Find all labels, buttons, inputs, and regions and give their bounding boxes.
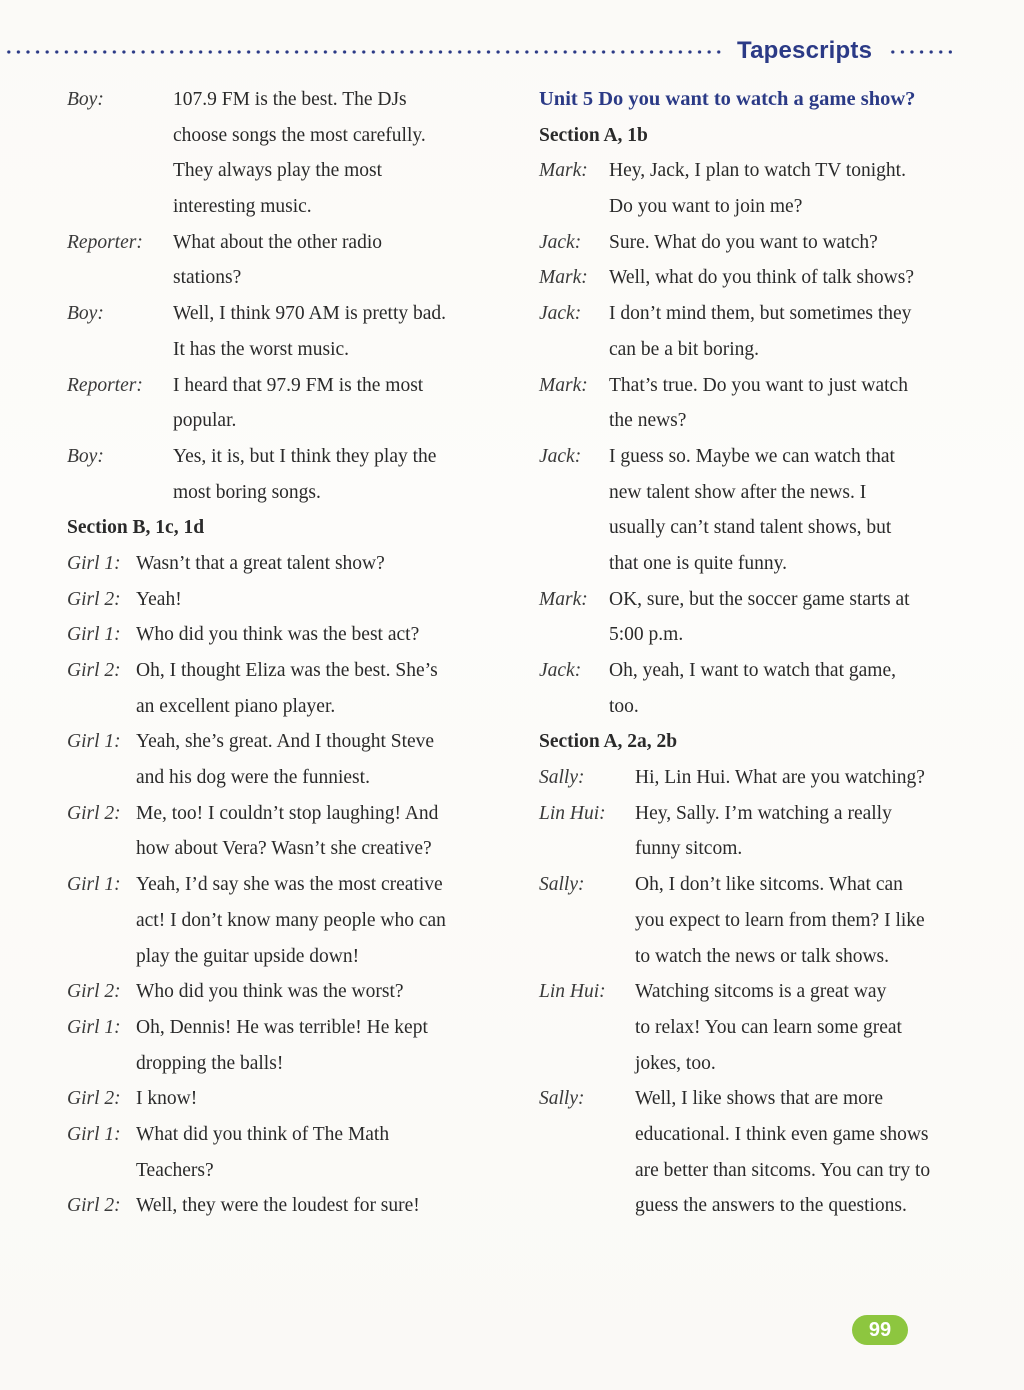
dialogue-line	[67, 903, 517, 939]
dialogue-text: an excellent piano player.	[136, 695, 336, 717]
dialogue-line	[539, 689, 989, 725]
dialogue-text: interesting music.	[173, 196, 312, 218]
dialogue-text: Oh, yeah, I want to watch that game,	[609, 660, 896, 681]
dialogue-text: Wasn’t that a great talent show?	[136, 552, 385, 574]
speaker-label: Girl 2:	[67, 588, 121, 610]
dialogue-line	[539, 903, 989, 939]
dialogue-line	[539, 260, 989, 296]
speaker-label: Lin Hui:	[539, 802, 606, 824]
dialogue-text: They always play the most	[173, 160, 383, 182]
dialogue-text: new talent show after the news. I	[609, 481, 867, 503]
dialogue-line	[67, 1081, 517, 1117]
dialogue-text: Yeah, she’s great. And I thought Steve	[136, 731, 435, 753]
dialogue-text: and his dog were the funniest.	[136, 767, 370, 789]
section-heading: Section A, 1b	[539, 124, 648, 146]
dialogue-line	[67, 225, 517, 261]
dialogue-text: It has the worst music.	[173, 338, 350, 360]
speaker-label: Reporter:	[67, 231, 143, 253]
dialogue-line	[539, 974, 989, 1010]
dialogue-text: Well, what do you think of talk shows?	[609, 267, 914, 289]
dialogue-line	[539, 582, 989, 618]
dialogue-text: Sure. What do you want to watch?	[609, 231, 878, 253]
speaker-label: Jack:	[539, 445, 582, 467]
dialogue-line	[67, 1010, 517, 1046]
dialogue-text: That’s true. Do you want to just watch	[609, 374, 908, 396]
dialogue-line	[539, 617, 989, 653]
speaker-label: Sally:	[539, 874, 585, 896]
dialogue-text: play the guitar upside down!	[136, 945, 360, 967]
dialogue-text: I heard that 97.9 FM is the most	[173, 374, 424, 396]
speaker-label: Boy:	[67, 89, 104, 110]
speaker-label: Girl 2:	[67, 1195, 121, 1217]
dialogue-text: OK, sure, but the soccer game starts at	[609, 588, 910, 610]
dialogue-text: 107.9 FM is the best. The DJs	[173, 89, 407, 110]
dialogue-line	[539, 1153, 989, 1189]
page-header	[0, 36, 1024, 66]
dialogue-text: dropping the balls!	[136, 1052, 284, 1074]
dialogue-line	[67, 82, 517, 118]
speaker-label: Sally:	[539, 767, 585, 789]
dialogue-line	[67, 617, 517, 653]
dotted-rule-right	[888, 50, 952, 54]
header-title: Tapescripts	[737, 37, 873, 64]
dialogue-text: can be a bit boring.	[609, 338, 759, 360]
right-column	[539, 82, 989, 1224]
dialogue-text: stations?	[173, 267, 242, 289]
dialogue-text: What about the other radio	[173, 231, 383, 253]
dialogue-line	[67, 332, 517, 368]
speaker-label: Girl 2:	[67, 802, 121, 824]
dialogue-text: the news?	[609, 410, 687, 432]
dialogue-text: to watch the news or talk shows.	[635, 945, 889, 967]
dialogue-line	[539, 439, 989, 475]
speaker-label: Girl 1:	[67, 552, 121, 574]
dialogue-line	[67, 403, 517, 439]
dialogue-line	[539, 225, 989, 261]
speaker-label: Girl 1:	[67, 624, 121, 646]
dialogue-text: educational. I think even game shows	[635, 1123, 929, 1145]
dialogue-line	[539, 796, 989, 832]
dialogue-text: choose songs the most carefully.	[173, 124, 426, 146]
dialogue-text: Oh, I thought Eliza was the best. She’s	[136, 660, 438, 681]
dialogue-text: guess the answers to the questions.	[635, 1195, 907, 1217]
dialogue-line	[539, 510, 989, 546]
dialogue-line	[67, 724, 517, 760]
dialogue-text: What did you think of The Math	[136, 1123, 390, 1145]
speaker-label: Girl 1:	[67, 1016, 121, 1038]
dialogue-line	[539, 760, 989, 796]
dialogue-text: I guess so. Maybe we can watch that	[609, 445, 895, 467]
dialogue-text: Watching sitcoms is a great way	[635, 981, 887, 1003]
dialogue-text: Well, they were the loudest for sure!	[136, 1195, 420, 1217]
dialogue-text: Well, I like shows that are more	[635, 1088, 884, 1110]
dialogue-line	[67, 1117, 517, 1153]
dialogue-text: I know!	[136, 1088, 198, 1110]
dialogue-text: Who did you think was the best act?	[136, 624, 420, 646]
speaker-label: Girl 1:	[67, 874, 121, 896]
dialogue-text: how about Vera? Wasn’t she creative?	[136, 838, 432, 860]
speaker-label: Sally:	[539, 1088, 585, 1110]
dialogue-line	[67, 760, 517, 796]
speaker-label: Jack:	[539, 303, 582, 325]
dialogue-text: act! I don’t know many people who can	[136, 909, 446, 931]
dialogue-line	[67, 939, 517, 975]
dialogue-text: Yeah, I’d say she was the most creative	[136, 874, 443, 896]
speaker-label: Boy:	[67, 303, 104, 325]
dialogue-line	[67, 689, 517, 725]
speaker-label: Mark:	[539, 267, 588, 289]
dialogue-line	[539, 1010, 989, 1046]
dialogue-line	[539, 1046, 989, 1082]
dialogue-line	[67, 1153, 517, 1189]
speaker-label: Mark:	[539, 160, 588, 182]
dialogue-line	[67, 368, 517, 404]
dialogue-text: too.	[609, 695, 639, 717]
dialogue-line	[67, 582, 517, 618]
left-column	[67, 82, 517, 1224]
dialogue-text: Hi, Lin Hui. What are you watching?	[635, 767, 925, 789]
dialogue-line	[67, 439, 517, 475]
dialogue-text: Yeah!	[136, 588, 182, 610]
dialogue-line	[67, 653, 517, 689]
dialogue-line	[539, 475, 989, 511]
dialogue-line	[67, 1046, 517, 1082]
dialogue-text: Who did you think was the worst?	[136, 981, 404, 1003]
dialogue-text: Oh, I don’t like sitcoms. What can	[635, 874, 903, 896]
speaker-label: Girl 2:	[67, 1088, 121, 1110]
dialogue-text: funny sitcom.	[635, 838, 743, 860]
dialogue-line	[539, 403, 989, 439]
dialogue-text: jokes, too.	[635, 1052, 716, 1074]
speaker-label: Reporter:	[67, 374, 143, 396]
dialogue-text: Oh, Dennis! He was terrible! He kept	[136, 1016, 428, 1038]
dotted-rule-left	[4, 50, 726, 54]
dialogue-line	[539, 153, 989, 189]
dialogue-text: Hey, Jack, I plan to watch TV tonight.	[609, 160, 906, 182]
dialogue-text: Yes, it is, but I think they play the	[173, 445, 437, 467]
dialogue-text: Well, I think 970 AM is pretty bad.	[173, 303, 447, 325]
dialogue-line	[67, 189, 517, 225]
dialogue-line	[539, 332, 989, 368]
dialogue-line	[539, 296, 989, 332]
speaker-label: Boy:	[67, 445, 104, 467]
dialogue-text: 5:00 p.m.	[609, 624, 684, 646]
dialogue-line	[67, 153, 517, 189]
dialogue-line	[539, 867, 989, 903]
speaker-label: Mark:	[539, 588, 588, 610]
speaker-label: Girl 1:	[67, 1123, 121, 1145]
speaker-label: Girl 2:	[67, 660, 121, 681]
unit-heading: Unit 5 Do you want to watch a game show?	[539, 88, 916, 110]
dialogue-line	[539, 1081, 989, 1117]
dialogue-line	[67, 867, 517, 903]
dialogue-line	[67, 475, 517, 511]
dialogue-line	[539, 546, 989, 582]
dialogue-text: Me, too! I couldn’t stop laughing! And	[136, 802, 439, 824]
dialogue-text: you expect to learn from them? I like	[635, 909, 925, 931]
dialogue-text: Hey, Sally. I’m watching a really	[635, 802, 892, 824]
dialogue-line	[67, 831, 517, 867]
speaker-label: Lin Hui:	[539, 981, 606, 1003]
dialogue-text: most boring songs.	[173, 481, 321, 503]
dialogue-line	[67, 118, 517, 154]
speaker-label: Jack:	[539, 231, 582, 253]
dialogue-text: I don’t mind them, but sometimes they	[609, 303, 912, 325]
dialogue-line	[67, 546, 517, 582]
dialogue-line	[67, 296, 517, 332]
dialogue-line	[539, 831, 989, 867]
speaker-label: Girl 2:	[67, 981, 121, 1003]
dialogue-line	[539, 653, 989, 689]
dialogue-line	[539, 1117, 989, 1153]
dialogue-line	[67, 1188, 517, 1224]
dialogue-line	[67, 974, 517, 1010]
section-heading: Section B, 1c, 1d	[67, 517, 205, 539]
speaker-label: Mark:	[539, 374, 588, 396]
dialogue-line	[539, 939, 989, 975]
section-heading: Section A, 2a, 2b	[539, 731, 678, 753]
dialogue-text: popular.	[173, 410, 237, 432]
dialogue-line	[67, 796, 517, 832]
dialogue-line	[539, 189, 989, 225]
dialogue-line	[67, 260, 517, 296]
dialogue-text: Teachers?	[136, 1159, 214, 1181]
dialogue-text: to relax! You can learn some great	[635, 1016, 902, 1038]
dialogue-text: that one is quite funny.	[609, 552, 787, 574]
speaker-label: Girl 1:	[67, 731, 121, 753]
speaker-label: Jack:	[539, 660, 582, 681]
page-number-badge: 99	[852, 1315, 908, 1345]
dialogue-line	[539, 368, 989, 404]
dialogue-text: are better than sitcoms. You can try to	[635, 1159, 931, 1181]
dialogue-text: usually can’t stand talent shows, but	[609, 517, 892, 539]
dialogue-line	[539, 1188, 989, 1224]
dialogue-text: Do you want to join me?	[609, 196, 803, 218]
